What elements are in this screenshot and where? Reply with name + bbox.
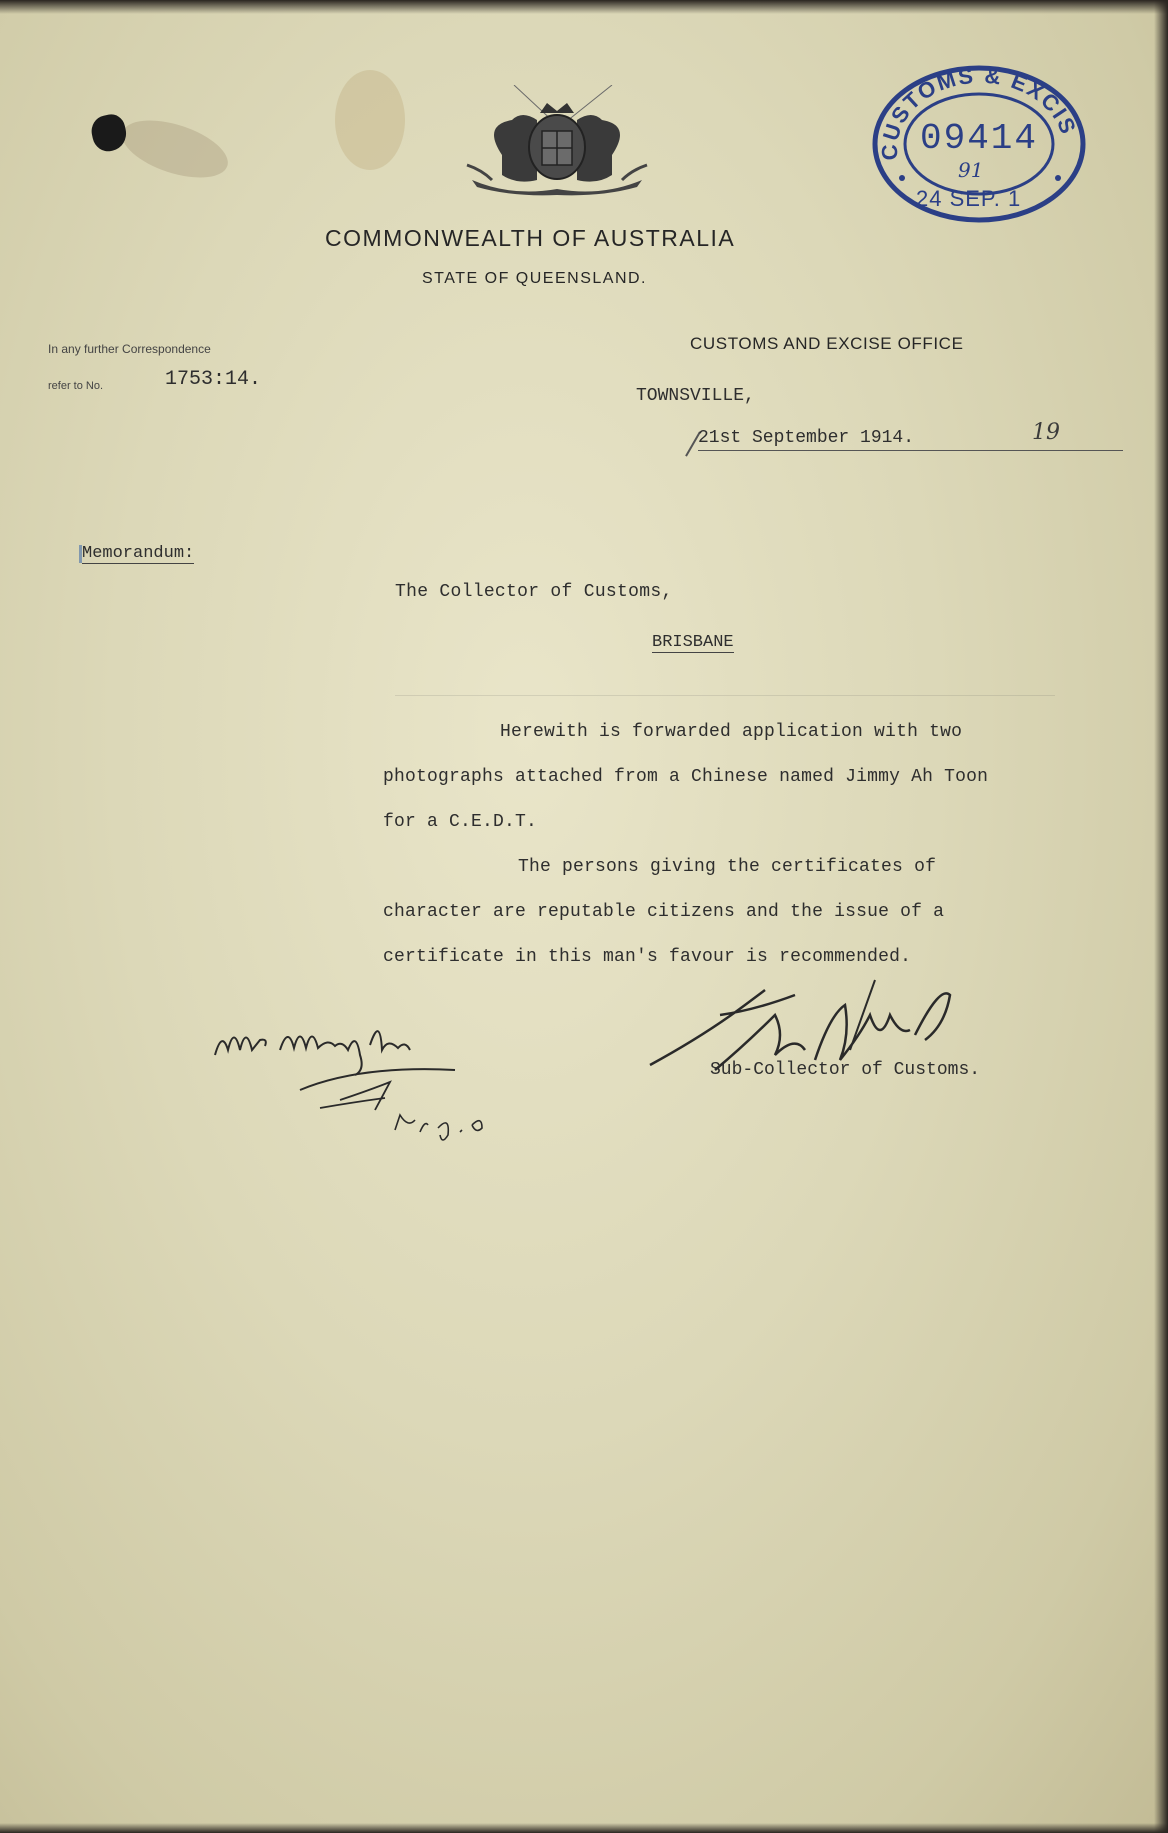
addressee-title: The Collector of Customs, <box>395 582 673 602</box>
handwritten-marginal-note <box>210 1010 510 1150</box>
punch-hole <box>89 112 130 154</box>
page-edge-shadow <box>0 1823 1168 1833</box>
memorandum-label: Memorandum: <box>82 544 195 563</box>
faint-rule <box>395 695 1055 696</box>
body-line: certificate in this man's favour is recommended. <box>383 947 912 967</box>
body-line: The persons giving the certificates of <box>518 857 937 877</box>
body-line: photographs attached from a Chinese named Jimmy Ah Toon <box>383 767 989 787</box>
page-edge-shadow <box>1154 0 1168 1833</box>
faded-seal <box>335 70 405 170</box>
reference-number: 1753:14. <box>165 368 262 391</box>
letter-date: 21st September 1914. <box>698 428 1123 451</box>
stamp-number: 09414 <box>919 118 1039 159</box>
paper-stain <box>115 109 234 189</box>
stamp-handwritten-number: 91 <box>958 158 984 182</box>
correspondence-label: In any further Correspondence <box>48 342 211 356</box>
handwritten-year: 19 <box>1032 420 1060 445</box>
customs-excise-stamp <box>868 60 1090 228</box>
coat-of-arms-emblem <box>462 85 652 197</box>
body-line: for a C.E.D.T. <box>383 812 538 832</box>
office-name: CUSTOMS AND EXCISE OFFICE <box>690 334 964 353</box>
letterhead-subtitle: STATE OF QUEENSLAND. <box>422 270 647 287</box>
body-line: character are reputable citizens and the issue of a <box>383 902 945 922</box>
place-name: TOWNSVILLE, <box>636 386 755 406</box>
page-edge-shadow <box>0 0 1168 14</box>
stamp-date: 24 SEP. 1 <box>916 186 1022 211</box>
refer-label: refer to No. <box>48 380 104 392</box>
addressee-city: BRISBANE <box>652 633 734 652</box>
signature-title: Sub-Collector of Customs. <box>710 1060 981 1080</box>
letterhead-title: COMMONWEALTH OF AUSTRALIA <box>325 225 736 251</box>
body-line: Herewith is forwarded application with two <box>500 722 963 742</box>
stamp-ring-text: CUSTOMS & EXCIS <box>876 62 1082 161</box>
